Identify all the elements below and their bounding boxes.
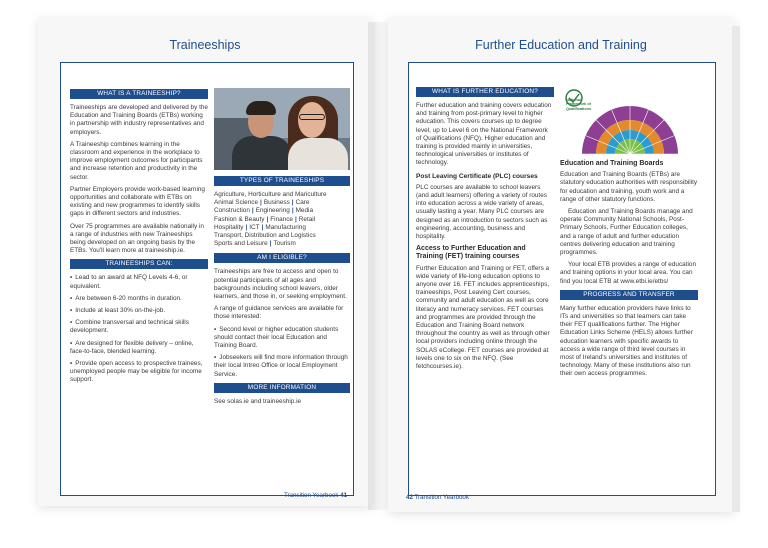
can-list-item: • Are between 6-20 months in duration. [70, 294, 182, 302]
eligible-list-item: • Second level or higher education students should contact their local Education and Training Board. [214, 325, 339, 350]
what-is-further-education-heading: WHAT IS FURTHER EDUCATION? [416, 87, 554, 97]
am-i-eligible-heading: AM I ELIGIBLE? [214, 253, 350, 263]
types-line: Construction | Engineering | Media [214, 207, 314, 215]
can-list-item: • Are designed for flexible delivery – online, face-to-face, blended learning. [70, 339, 194, 355]
right-page-title: Further Education and Training [475, 38, 647, 52]
can-list-item: • Provide open access to prospective trainees, unemployed people may be eligible for income support. [70, 360, 203, 384]
eligible-list-item: • Jobseekers will find more information through their local Intreo Office or local Employment Service. [214, 354, 348, 378]
types-line: Animal Science | Business | Care [214, 199, 310, 207]
eligible-paragraph: Traineeships are free to access and open to potential participants of all ages and backgrounds including school leavers, older learners, and those in, or seeking employment. [214, 268, 347, 301]
types-line: Transport, Distribution and Logistics [214, 232, 316, 240]
types-line: Hospitality | ICT | Manufacturing [214, 223, 306, 231]
trainees-photo [214, 88, 350, 170]
can-list-item: • Include at least 30% on-the-job. [70, 307, 166, 315]
plc-paragraph: PLC courses are available to school leavers (and adult learners) offering a variety of routes into education across a wide variety of areas, usually lasting a year. Many PLC courses are designed as an introduction to sectors such as engineering, accounting, business and hospitality. [416, 183, 548, 241]
what-is-traineeship-heading: WHAT IS A TRAINEESHIP? [70, 89, 208, 99]
traineeships-can-heading: TRAINEESHIPS CAN: [70, 259, 208, 269]
progress-paragraph: Many further education providers have links to ITs and universities so that learners can take their FET qualifications further. The Higher Education Links Scheme (HELS) allows further education learners with specific awards to access a wide range of third level courses in most of Ireland's universities and institutes of technology. Many of these institutions also run their own access programmes. [560, 304, 693, 378]
access-fet-paragraph: Further Education and Training or FET, offers a wide variety of life-long education options to anyone over 16. FET includes apprenticeships, traineeships, Post Leaving Cert courses, community and adult education as well as core literacy and numeracy services. FET courses and programmes are provided through the Education and Training Board network throughout the country as well as through other local providers including online through the SOLAS eCollege. FET courses are provided at levels one to six on the NFQ. (See fetchcourses.ie). [416, 264, 550, 371]
eligible-paragraph: A range of guidance services are available for those interested: [214, 305, 344, 321]
left-column-2 [214, 176, 350, 410]
types-line: Sports and Leisure | Tourism [214, 240, 296, 248]
right-footer [406, 494, 469, 501]
etb-paragraph: Your local ETB provides a range of education and training options in your local area. You can find you local ETB at www.etbi.ie/etbs/ [560, 261, 697, 285]
more-information-text: See solas.ie and traineeship.ie [214, 397, 302, 405]
traineeship-paragraph: Partner Employers provide work-based learning opportunities and collaborate with ETBs on existing and new programmes to identify skills gaps in different sectors and industries. [70, 185, 205, 218]
right-footer-label: Transition Yearbook [414, 494, 469, 501]
nfq-fan-chart [560, 86, 678, 156]
can-list-item: • Lead to an award at NFQ Levels 4-6, or equivalent. [70, 274, 188, 290]
left-column-1 [70, 86, 208, 389]
types-line: Fashion & Beauty | Finance | Retail [214, 215, 316, 223]
plc-heading: Post Leaving Certificate (PLC) courses [416, 172, 538, 180]
access-fet-heading: Access to Further Education and Training (FET) training courses [416, 245, 526, 261]
traineeship-paragraph: Traineeships are developed and delivered by the Education and Training Boards (ETBs) working in partnership with industry representatives and employers. [70, 104, 208, 136]
left-footer-label: Transition Yearbook [284, 492, 339, 499]
traineeship-paragraph: Over 75 programmes are available nationally in a range of industries with new Traineeships being developed on an ongoing basis by the ETBs. You'll learn more at traineeship.ie. [70, 222, 204, 255]
right-column-1 [416, 84, 554, 375]
page-edge [732, 26, 740, 512]
etb-paragraph: Education and Training Boards (ETBs) are statutory education authorities with responsibility for education and training, youth work and a range of other statutory functions. [560, 171, 698, 203]
etb-heading: Education and Training Boards [560, 160, 664, 167]
can-list-item: • Combine transversal and technical skills development. [70, 319, 189, 335]
progress-transfer-heading: PROGRESS AND TRANSFER [560, 290, 698, 300]
right-column-2 [560, 160, 698, 383]
types-of-traineeships-heading: TYPES OF TRAINEESHIPS [214, 176, 350, 186]
nfq-label: National Framework of Qualifications [566, 98, 592, 111]
traineeship-paragraph: A Traineeship combines learning in the classroom and experience in the workplace to improve employment outcomes for participants and increase retention and productivity in the sector. [70, 140, 203, 181]
left-footer-page-number: 41 [340, 492, 348, 499]
further-education-paragraph: Further education and training covers education and training from post-primary level to higher education. This covers courses up to degree level, up to Level 6 on the National Framework of Qualifications (NFQ). Higher education and training is provided mainly in universities, technological universities or institutes of technology. [416, 102, 552, 167]
etb-paragraph: Education and Training Boards manage and operate Community National Schools, Post-Primary Schools, Further Education colleges, and a range of adult and further education centres delivering education and training programmes. [560, 208, 693, 257]
more-information-heading: MORE INFORMATION [214, 383, 350, 393]
right-footer-page-number: 42 [406, 494, 413, 501]
types-line: Agriculture, Horticulture and Mariculture [214, 191, 327, 198]
left-footer [284, 492, 347, 499]
left-page-title: Traineeships [169, 38, 241, 52]
